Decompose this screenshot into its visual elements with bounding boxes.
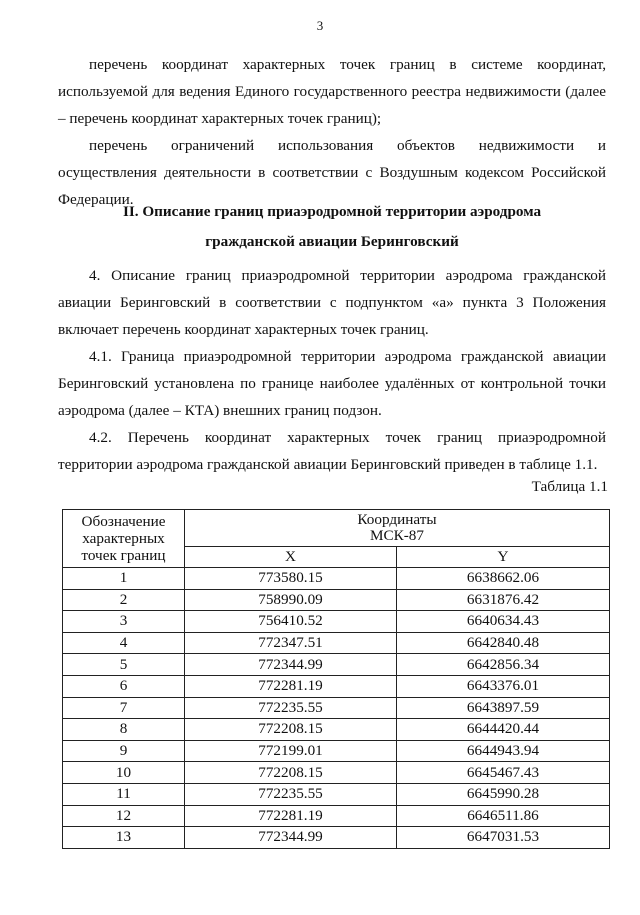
y-coordinate-cell: 6642856.34	[397, 654, 610, 676]
y-column-header: Y	[397, 547, 610, 568]
intro-paragraph-1: перечень координат характерных точек границ в системе координат, используемой для ведения Единого государственного реестра недвижимости (далее – перечень координат характерных точек границ);	[58, 56, 606, 127]
coordinates-table	[62, 509, 610, 849]
table-caption: Таблица 1.1	[531, 478, 608, 495]
page-number: 3	[316, 18, 324, 33]
table-row	[63, 697, 610, 719]
y-coordinate-cell: 6644943.94	[397, 740, 610, 762]
x-coordinate-cell: 772344.99	[185, 654, 397, 676]
point-number-cell: 3	[63, 611, 185, 633]
x-coordinate-cell: 772344.99	[185, 827, 397, 849]
y-coordinate-cell: 6640634.43	[397, 611, 610, 633]
table-row	[63, 611, 610, 633]
x-coordinate-cell: 773580.15	[185, 568, 397, 590]
section-heading-line-2: гражданской авиации Беринговский	[205, 233, 459, 250]
table-row	[63, 719, 610, 741]
point-header-line-3: точек границ	[81, 547, 166, 564]
table-row	[63, 762, 610, 784]
y-coordinate-cell: 6643376.01	[397, 675, 610, 697]
point-number-cell: 12	[63, 805, 185, 827]
y-coordinate-cell: 6642840.48	[397, 632, 610, 654]
y-coordinate-cell: 6631876.42	[397, 589, 610, 611]
x-column-header: X	[185, 547, 397, 568]
point-number-cell: 7	[63, 697, 185, 719]
point-number-cell: 10	[63, 762, 185, 784]
x-coordinate-cell: 772208.15	[185, 719, 397, 741]
y-coordinate-cell: 6644420.44	[397, 719, 610, 741]
x-coordinate-cell: 772281.19	[185, 675, 397, 697]
table-row	[63, 675, 610, 697]
y-coordinate-cell: 6638662.06	[397, 568, 610, 590]
intro-block	[58, 51, 606, 213]
table-row	[63, 783, 610, 805]
coordinates-header-line-2: МСК-87	[369, 527, 424, 544]
coordinates-header-line-1: Координаты	[357, 511, 437, 528]
table-row	[63, 654, 610, 676]
point-number-cell: 13	[63, 827, 185, 849]
x-coordinate-cell: 756410.52	[185, 611, 397, 633]
table-row	[63, 805, 610, 827]
point-number-cell: 8	[63, 719, 185, 741]
section-body	[58, 262, 606, 478]
x-coordinate-cell: 772208.15	[185, 762, 397, 784]
point-number-cell: 2	[63, 589, 185, 611]
point-number-cell: 9	[63, 740, 185, 762]
point-number-cell: 1	[63, 568, 185, 590]
point-number-cell: 6	[63, 675, 185, 697]
section-heading	[58, 197, 606, 257]
paragraph-4-1: 4.1. Граница приаэродромной территории аэродрома гражданской авиации Беринговский установлена по границе наиболее удалённых от контрольной точки аэродрома (далее – КТА) внешних границ подзон.	[58, 348, 606, 419]
x-coordinate-cell: 758990.09	[185, 589, 397, 611]
table-row	[63, 632, 610, 654]
x-coordinate-cell: 772235.55	[185, 697, 397, 719]
intro-paragraph-2: перечень ограничений использования объектов недвижимости и осуществления деятельности в соответствии с Воздушным кодексом Российской Федерации.	[58, 137, 606, 208]
section-heading-line-1: II. Описание границ приаэродромной территории аэродрома	[122, 203, 542, 220]
point-header-line-1: Обозначение	[81, 513, 166, 530]
point-number-cell: 11	[63, 783, 185, 805]
table-row	[63, 740, 610, 762]
y-coordinate-cell: 6646511.86	[397, 805, 610, 827]
point-number-cell: 5	[63, 654, 185, 676]
table-row	[63, 568, 610, 590]
coordinates-header	[185, 510, 610, 547]
y-coordinate-cell: 6647031.53	[397, 827, 610, 849]
x-coordinate-cell: 772235.55	[185, 783, 397, 805]
paragraph-4: 4. Описание границ приаэродромной территории аэродрома гражданской авиации Беринговский в соответствии с подпунктом «а» пункта 3 Положения включает перечень координат характерных точек границ.	[58, 267, 606, 338]
y-coordinate-cell: 6645467.43	[397, 762, 610, 784]
x-coordinate-cell: 772199.01	[185, 740, 397, 762]
paragraph-4-2: 4.2. Перечень координат характерных точек границ приаэродромной территории аэродрома гражданской авиации Беринговский приведен в таблице 1.1.	[58, 429, 606, 473]
y-coordinate-cell: 6643897.59	[397, 697, 610, 719]
y-coordinate-cell: 6645990.28	[397, 783, 610, 805]
x-coordinate-cell: 772347.51	[185, 632, 397, 654]
x-coordinate-cell: 772281.19	[185, 805, 397, 827]
point-column-header	[63, 510, 185, 568]
point-number-cell: 4	[63, 632, 185, 654]
point-header-line-2: характерных	[82, 530, 165, 547]
table-row	[63, 827, 610, 849]
table-row	[63, 589, 610, 611]
